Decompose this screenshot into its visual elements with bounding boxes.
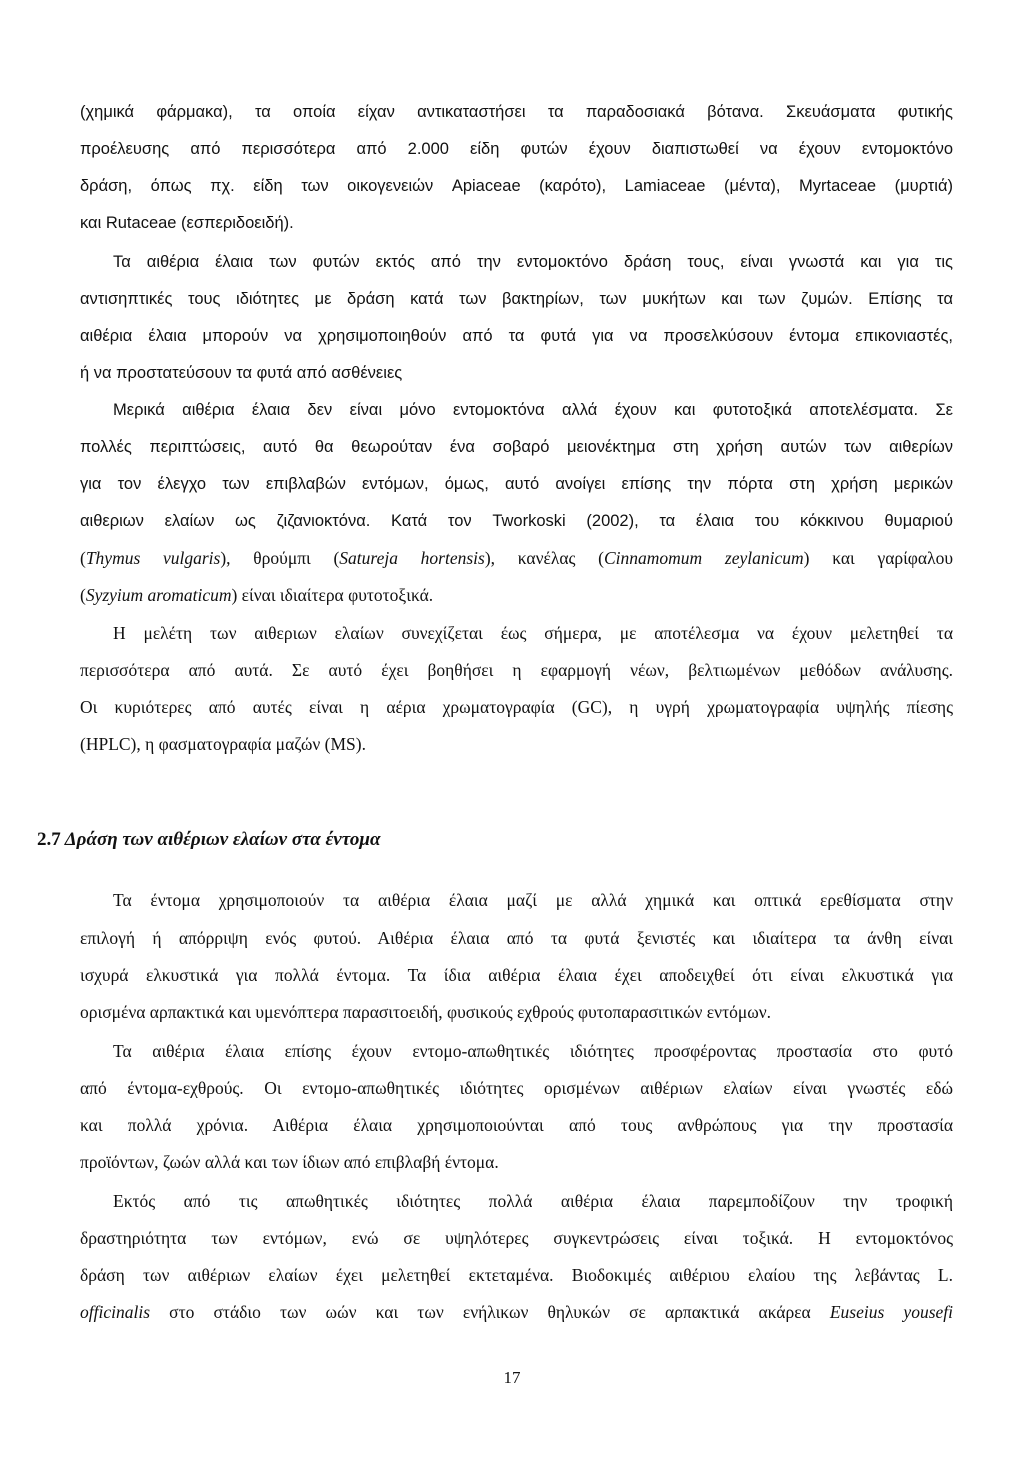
text-segment: ), θρούμπι ( [220,548,340,568]
text-line: Η μελέτη των αιθεριων ελαίων συνεχίζεται έως σήμερα, με αποτέλεσμα να έχουν μελετηθεί τα [113,623,953,643]
species-line [80,546,953,570]
text-line: και Rutaceae (εσπεριδοειδή). [80,214,294,232]
text-line: δράση, όπως πχ. είδη των οικογενειών Apiaceae (καρότο), Lamiaceae (μέντα), Myrtaceae (μυρτιά) [80,177,953,195]
text-line: ή να προστατεύσουν τα φυτά από ασθένειες [80,364,403,382]
text-line: (χημικά φάρμακα), τα οποία είχαν αντικαταστήσει τα παραδοσιακά βότανα. Σκευάσματα φυτικής [80,103,953,121]
text-line: Εκτός από τις απωθητικές ιδιότητες πολλά αιθέρια έλαια παρεμποδίζουν την τροφική [113,1191,953,1211]
text-line: από έντομα-εχθρούς. Οι εντομο-απωθητικές ιδιότητες ορισμένων αιθέριων ελαίων είναι γνωστές εδώ [80,1078,953,1098]
text-line: περισσότερα από αυτά. Σε αυτό έχει βοηθήσει η εφαρμογή νέων, βελτιωμένων μεθόδων ανάλυσης. [80,660,953,680]
text-line: Τα αιθέρια έλαια επίσης έχουν εντομο-απωθητικές ιδιότητες προσφέροντας προστασία στο φυτό [113,1041,953,1061]
page-number: 17 [503,1368,521,1387]
text-line: δράση των αιθέριων ελαίων έχει μελετηθεί εκτεταμένα. Βιοδοκιμές αιθέριου ελαίου της λεβάντας L. [80,1265,953,1285]
text-line: Οι κυριότερες από αυτές είναι η αέρια χρωματογραφία (GC), η υγρή χρωματογραφία υψηλής πίεσης [80,697,953,717]
text-line: αιθέρια έλαια μπορούν να χρησιμοποιηθούν από τα φυτά για να προσελκύσουν έντομα επικονιαστές, [80,327,953,345]
text-line: επιλογή ή απόρριψη ενός φυτού. Αιθέρια έλαια από τα φυτά ξενιστές και ιδιαίτερα τα άνθη είναι [80,928,953,948]
text-line: Τα αιθέρια έλαια των φυτών εκτός από την εντομοκτόνο δράση τους, είναι γνωστά και για τις [113,253,953,271]
text-line: αιθεριων ελαίων ως ζιζανιοκτόνα. Κατά τον Tworkoski (2002), τα έλαια του κόκκινου θυμαριού [80,512,953,530]
text-line: προέλευσης από περισσότερα από 2.000 είδη φυτών έχουν διαπιστωθεί να έχουν εντομοκτόνο [80,140,953,158]
text-line [80,1300,953,1324]
text-line: για τον έλεγχο των επιβλαβών εντόμων, όμως, αυτό ανοίγει επίσης την πόρτα στη χρήση μερικών [80,475,953,493]
text-line: προϊόντων, ζωών αλλά και των ίδιων από επιβλαβή έντομα. [80,1152,499,1172]
text-segment: ( [80,548,86,568]
species-name: Euseius yousefi [829,1302,954,1322]
text-segment: ) είναι ιδιαίτερα φυτοτοξικά. [231,585,434,605]
text-line: ορισμένα αρπακτικά και υμενόπτερα παρασιτοειδή, φυσικούς εχθρούς φυτοπαρασιτικών εντόμων. [80,1002,772,1022]
species-name: Syzyium aromaticum [85,585,232,605]
text-line: δραστηριότητα των εντόμων, ενώ σε υψηλότερες συγκεντρώσεις είναι τοξικά. Η εντομοκτόνος [80,1228,953,1248]
species-name: Satureja hortensis [339,548,485,568]
text-line: Τα έντομα χρησιμοποιούν τα αιθέρια έλαια μαζί με αλλά χημικά και οπτικά ερεθίσματα στην [113,890,953,910]
text-segment: ), κανέλας ( [484,548,604,568]
text-line: πολλές περιπτώσεις, αυτό θα θεωρούταν ένα σοβαρό μειονέκτημα στη χρήση αυτών των αιθερίων [80,438,953,456]
species-name: Cinnamomum zeylanicum [604,548,804,568]
text-line: (HPLC), η φασματογραφία μαζών (MS). [80,734,366,754]
section-number: 2.7 [37,829,61,850]
text-line: και πολλά χρόνια. Αιθέρια έλαια χρησιμοποιούνται από τους ανθρώπους για την προστασία [80,1115,953,1135]
text-line: Μερικά αιθέρια έλαια δεν είναι μόνο εντομοκτόνα αλλά έχουν και φυτοτοξικά αποτελέσματα. Σε [113,401,953,419]
section-heading [37,829,380,851]
species-line [80,583,953,607]
species-name: officinalis [80,1302,150,1322]
species-name: Thymus vulgaris [85,548,221,568]
text-line: ισχυρά ελκυστικά για πολλά έντομα. Τα ίδια αιθέρια έλαια έχει αποδειχθεί ότι είναι ελκυστικά για [80,965,953,985]
text-segment: ) και γαρίφαλου [803,548,953,568]
text-segment: στο στάδιο των ωών και των ενήλικων θηλυκών σε αρπακτικά ακάρεα [150,1302,830,1322]
text-line: αντισηπτικές τους ιδιότητες με δράση κατά των βακτηρίων, των μυκήτων και των ζυμών. Επίσης τα [80,290,953,308]
section-title: Δράση των αιθέριων ελαίων στα έντομα [64,829,381,850]
text-segment: ( [80,585,86,605]
